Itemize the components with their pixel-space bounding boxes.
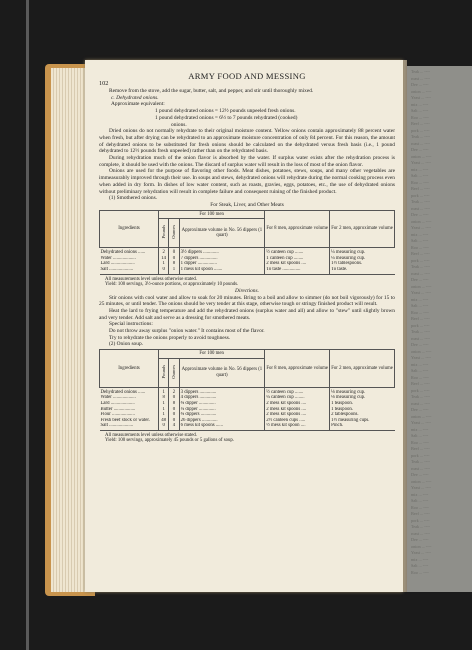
facing-page: [407, 66, 472, 592]
intro-paragraph: Remove from the stove, add the sugar, butter, salt, and pepper, and stir until thoroughly mixed.: [109, 88, 314, 94]
table-cell: 14: [159, 256, 169, 262]
table-cell: 0: [169, 248, 179, 256]
column-header: Pounds: [160, 364, 166, 379]
column-header: Ounces: [171, 225, 177, 239]
table-cell: 0: [159, 267, 169, 274]
table-cell: 0: [169, 395, 179, 401]
table-cell: 2 mess kit spoons ....: [265, 412, 330, 418]
column-header: Ounces: [171, 364, 177, 379]
background-cord: [26, 0, 29, 650]
table-row: [100, 423, 395, 430]
table-cell: 2: [169, 387, 179, 395]
table-cell: Water ...................: [100, 255, 136, 261]
equivalent-label: Approximate equivalent:: [111, 101, 165, 108]
table-cell: 1: [159, 261, 169, 267]
table-cell: 6 mess kit spoons ......: [179, 423, 265, 430]
directions-paragraph: Stir onions with cool water and allow to soak for 20 minutes. Bring to a boil and allow to simmer (do not boil vigorously) for 15 to 25 minutes, or until tender. The onions should be very tender at this stage, otherwise tough or stringy finished product will result.: [99, 294, 395, 308]
directions-heading: Directions.: [235, 287, 259, 294]
table-cell: 4: [169, 423, 179, 430]
column-header: Ingredients: [100, 350, 159, 388]
facing-page-bleedthrough: Teak ... ---- roast ... ---- Dee ... ---- onion ... ---- Yeast ... ---- mix ... ---- Salt ... ---- Roo ... ---- Beef ... ---- pork ... ---- Teak ... ---- roast ... ---- Dee ... ---- onion ... ---- Yeast ... ---- mix ... ---- Salt ... ---- Roo ... ---- Beef ... ---- pork ... ---- Teak ... ---- roast ... ---- Dee ... ---- onion ... ---- Yeast ... ---- mix ... ---- Salt ... ---- Roo ... ---- Beef ... ---- pork ... ---- Teak ... ---- roast ... ---- Dee ... ---- onion ... ---- Yeast ... ---- mix ... ---- Salt ... ---- Roo ... ---- Beef ... ---- pork ... ---- Teak ... ---- roast ... ---- Dee ... ---- onion ... ---- Yeast ... ---- mix ... ---- Salt ... ---- Roo ... ---- Beef ... ---- pork ... ---- Teak ... ---- roast ... ---- Dee ... ---- onion ... ---- Yeast ... ---- mix ... ---- Salt ... ---- Roo ... ---- Beef ... ---- pork ... ---- Teak ... ---- roast ... ---- Dee ... ---- onion ... ---- Yeast ... ---- mix ... ---- Salt ... ---- Roo ... ---- Beef ... ---- pork ... ---- Teak ... ---- roast ... ---- Dee ... ---- onion ... ---- Yeast ... ---- mix ... ---- Salt ... ---- Roo ... ----: [411, 69, 432, 575]
recipe-heading: (1) Smothered onions.: [109, 195, 158, 202]
column-header: For 100 men: [159, 350, 265, 359]
table-cell: 1½ tablespoons.: [330, 261, 395, 267]
book-page: [85, 60, 403, 592]
table-cell: Fresh beef stock or water.: [100, 417, 150, 423]
table-cell: To taste ...............: [265, 267, 330, 274]
table-cell: ¾ dippers .............: [179, 412, 265, 418]
table-cell: ½ mess kit spoon ....: [265, 423, 330, 430]
column-header: For 8 men, approximate volume: [265, 350, 330, 388]
table-cell: 26 dippers .............: [179, 418, 265, 424]
table-note: All measurements level unless otherwise stated.: [105, 432, 197, 438]
table-cell: Pinch.: [330, 423, 395, 430]
recipe-table-smothered-onions: [99, 210, 395, 275]
table-cell: 2: [159, 248, 169, 256]
table-cell: 48: [159, 418, 169, 424]
table-note: All measurements level unless otherwise stated.: [105, 276, 197, 282]
column-header: Approximate volume in No. 56 dippers (1 quart): [179, 219, 265, 248]
table-cell: 1 teaspoon.: [330, 401, 395, 407]
table-cell: Salt ....................: [100, 423, 159, 430]
table-cell: 2 tablespoons.: [330, 412, 395, 418]
table-cell: 1½ measuring cups.: [330, 418, 395, 424]
table-cell: 8: [159, 395, 169, 401]
table-cell: 1: [159, 401, 169, 407]
table-cell: ⅛ measuring cup.: [330, 395, 395, 401]
column-header: For 100 men: [159, 210, 265, 219]
table-cell: 8: [169, 401, 179, 407]
body-paragraph: During rehydration much of the onion flavor is absorbed by the water. If surplus water exists after the rehydration process is complete, it should be used with the onions. The discard of surplus water will result in the loss of most of the onion flavor.: [99, 155, 395, 168]
table-cell: ½ canteen cup .......: [265, 387, 330, 395]
table-cell: 2 mess kit spoons ....: [265, 401, 330, 407]
column-header: For 8 men, approximate volume: [265, 210, 330, 248]
table-cell: 1 mess kit spoon .......: [179, 267, 265, 274]
page-content: [99, 60, 395, 444]
table-caption: For Steak, Liver, and Other Meats: [210, 201, 284, 208]
table-cell: Dehydrated onions ......: [100, 250, 146, 256]
table-cell: Lard ....................: [100, 400, 135, 406]
table-row: [100, 387, 395, 395]
table-cell: ¼ measuring cup.: [330, 248, 395, 256]
table-cell: 7 dippers ...............: [179, 256, 265, 262]
table-cell: Water ...................: [100, 395, 136, 401]
equivalent-line: onions.: [171, 121, 187, 128]
table-cell: 0: [169, 407, 179, 413]
table-cell: Dehydrated onions ......: [100, 389, 146, 395]
table-cell: 2 mess kit spoons ....: [265, 261, 330, 267]
table-cell: 2½ canteen cups .....: [265, 418, 330, 424]
table-cell: 1 dipper ................: [179, 261, 265, 267]
page-header: [99, 68, 395, 88]
column-header: Approximate volume in No. 56 dippers (1 quart): [179, 358, 265, 387]
special-instruction: Do not throw away surplus "onion water." It contains most of the flavor.: [109, 328, 265, 335]
table-cell: Flour ...................: [100, 412, 135, 418]
body-paragraph: Dried onions do not normally rehydrate to their original moisture content. Yellow onions contain approximately 88 percent water when fresh, but after drying can be rehydrated to an approximate moisture concentration of only 84 percent. For this reason, the amount of dehydrated onions to be substituted for fresh onions should be calculated on the dehydrated versus fresh basis (i.e., 1 pound dehydrated to 12½ pounds fresh unpeeled) rather than on the rehydrated basis.: [99, 128, 395, 155]
table-cell: 8: [169, 261, 179, 267]
column-header: Ingredients: [100, 210, 159, 248]
equivalent-line: 1 pound dehydrated onions = 6½ to 7 pounds rehydrated (cooked): [155, 114, 298, 121]
table-cell: 4 dippers ..............: [179, 395, 265, 401]
table-cell: 1: [159, 407, 169, 413]
special-instruction: Try to rehydrate the onions properly to avoid toughness.: [109, 334, 231, 341]
column-header: For 2 men, approximate volume: [330, 350, 395, 388]
running-title: ARMY FOOD AND MESSING: [188, 71, 306, 81]
table-cell: 0: [169, 418, 179, 424]
table-cell: ¼ canteen cup ........: [265, 395, 330, 401]
column-header: For 2 men, approximate volume: [330, 210, 395, 248]
table-cell: 3½ dippers .............: [179, 248, 265, 256]
table-cell: 1 canteen cup ........: [265, 256, 330, 262]
table-cell: 1: [159, 412, 169, 418]
table-cell: ¼ measuring cup.: [330, 256, 395, 262]
section-heading: c. Dehydrated onions.: [111, 94, 159, 101]
table-cell: 2 mess kit spoons ....: [265, 407, 330, 413]
recipe-table-onion-soup: [99, 349, 395, 431]
table-note: Yield: 100 servings, approximately 45 pounds or 5 gallons of soup.: [105, 438, 234, 444]
table-cell: 1: [159, 387, 169, 395]
open-book: [41, 56, 472, 600]
table-cell: 3 dippers ..............: [179, 387, 265, 395]
table-row: [100, 267, 395, 274]
table-cell: ¾ dipper ..............: [179, 401, 265, 407]
table-cell: Salt ....................: [100, 267, 159, 274]
column-header: Pounds: [160, 225, 166, 239]
table-cell: 0: [169, 412, 179, 418]
table-cell: Lard ....................: [100, 261, 135, 267]
table-cell: 1: [169, 267, 179, 274]
page-number: 102: [99, 80, 109, 87]
table-cell: 1 teaspoon.: [330, 407, 395, 413]
table-cell: To taste.: [330, 267, 395, 274]
recipe-heading: (2) Onion soup.: [109, 341, 143, 348]
table-cell: 0: [169, 256, 179, 262]
table-cell: ¼ dipper ..............: [179, 407, 265, 413]
directions-paragraph: Heat the lard to frying temperature and add the rehydrated onions (surplus water and all) and allow to "stew" until slightly brown and very tender. Add salt and serve as a dressing for smothered meats.: [99, 307, 395, 321]
table-cell: ½ canteen cup .......: [265, 248, 330, 256]
table-cell: Butter ..................: [100, 406, 136, 412]
table-row: [100, 248, 395, 256]
body-paragraph: Onions are used for the purpose of flavoring other foods. Meat dishes, potatoes, stews, soups, and many other vegetables are immeasurably improved through their use. In soups and stews, dehydrated onions will rehydrate during the normal cooking process even when added in dry form. In dishes of low water content, such as roasts, gravies, eggs, potatoes, etc., the use of dehydrated onions without preliminary rehydration will result in complete failure and consequent ruining of the finished product.: [99, 168, 395, 195]
equivalent-line: 1 pound dehydrated onions = 12½ pounds unpeeled fresh onions.: [155, 108, 296, 115]
special-instructions-heading: Special instructions:: [109, 321, 153, 328]
table-cell: 0: [159, 423, 169, 430]
table-cell: ⅛ measuring cup.: [330, 387, 395, 395]
table-note: Yield: 100 servings, 3½-ounce portions, or approximately 10 pounds.: [105, 282, 239, 288]
